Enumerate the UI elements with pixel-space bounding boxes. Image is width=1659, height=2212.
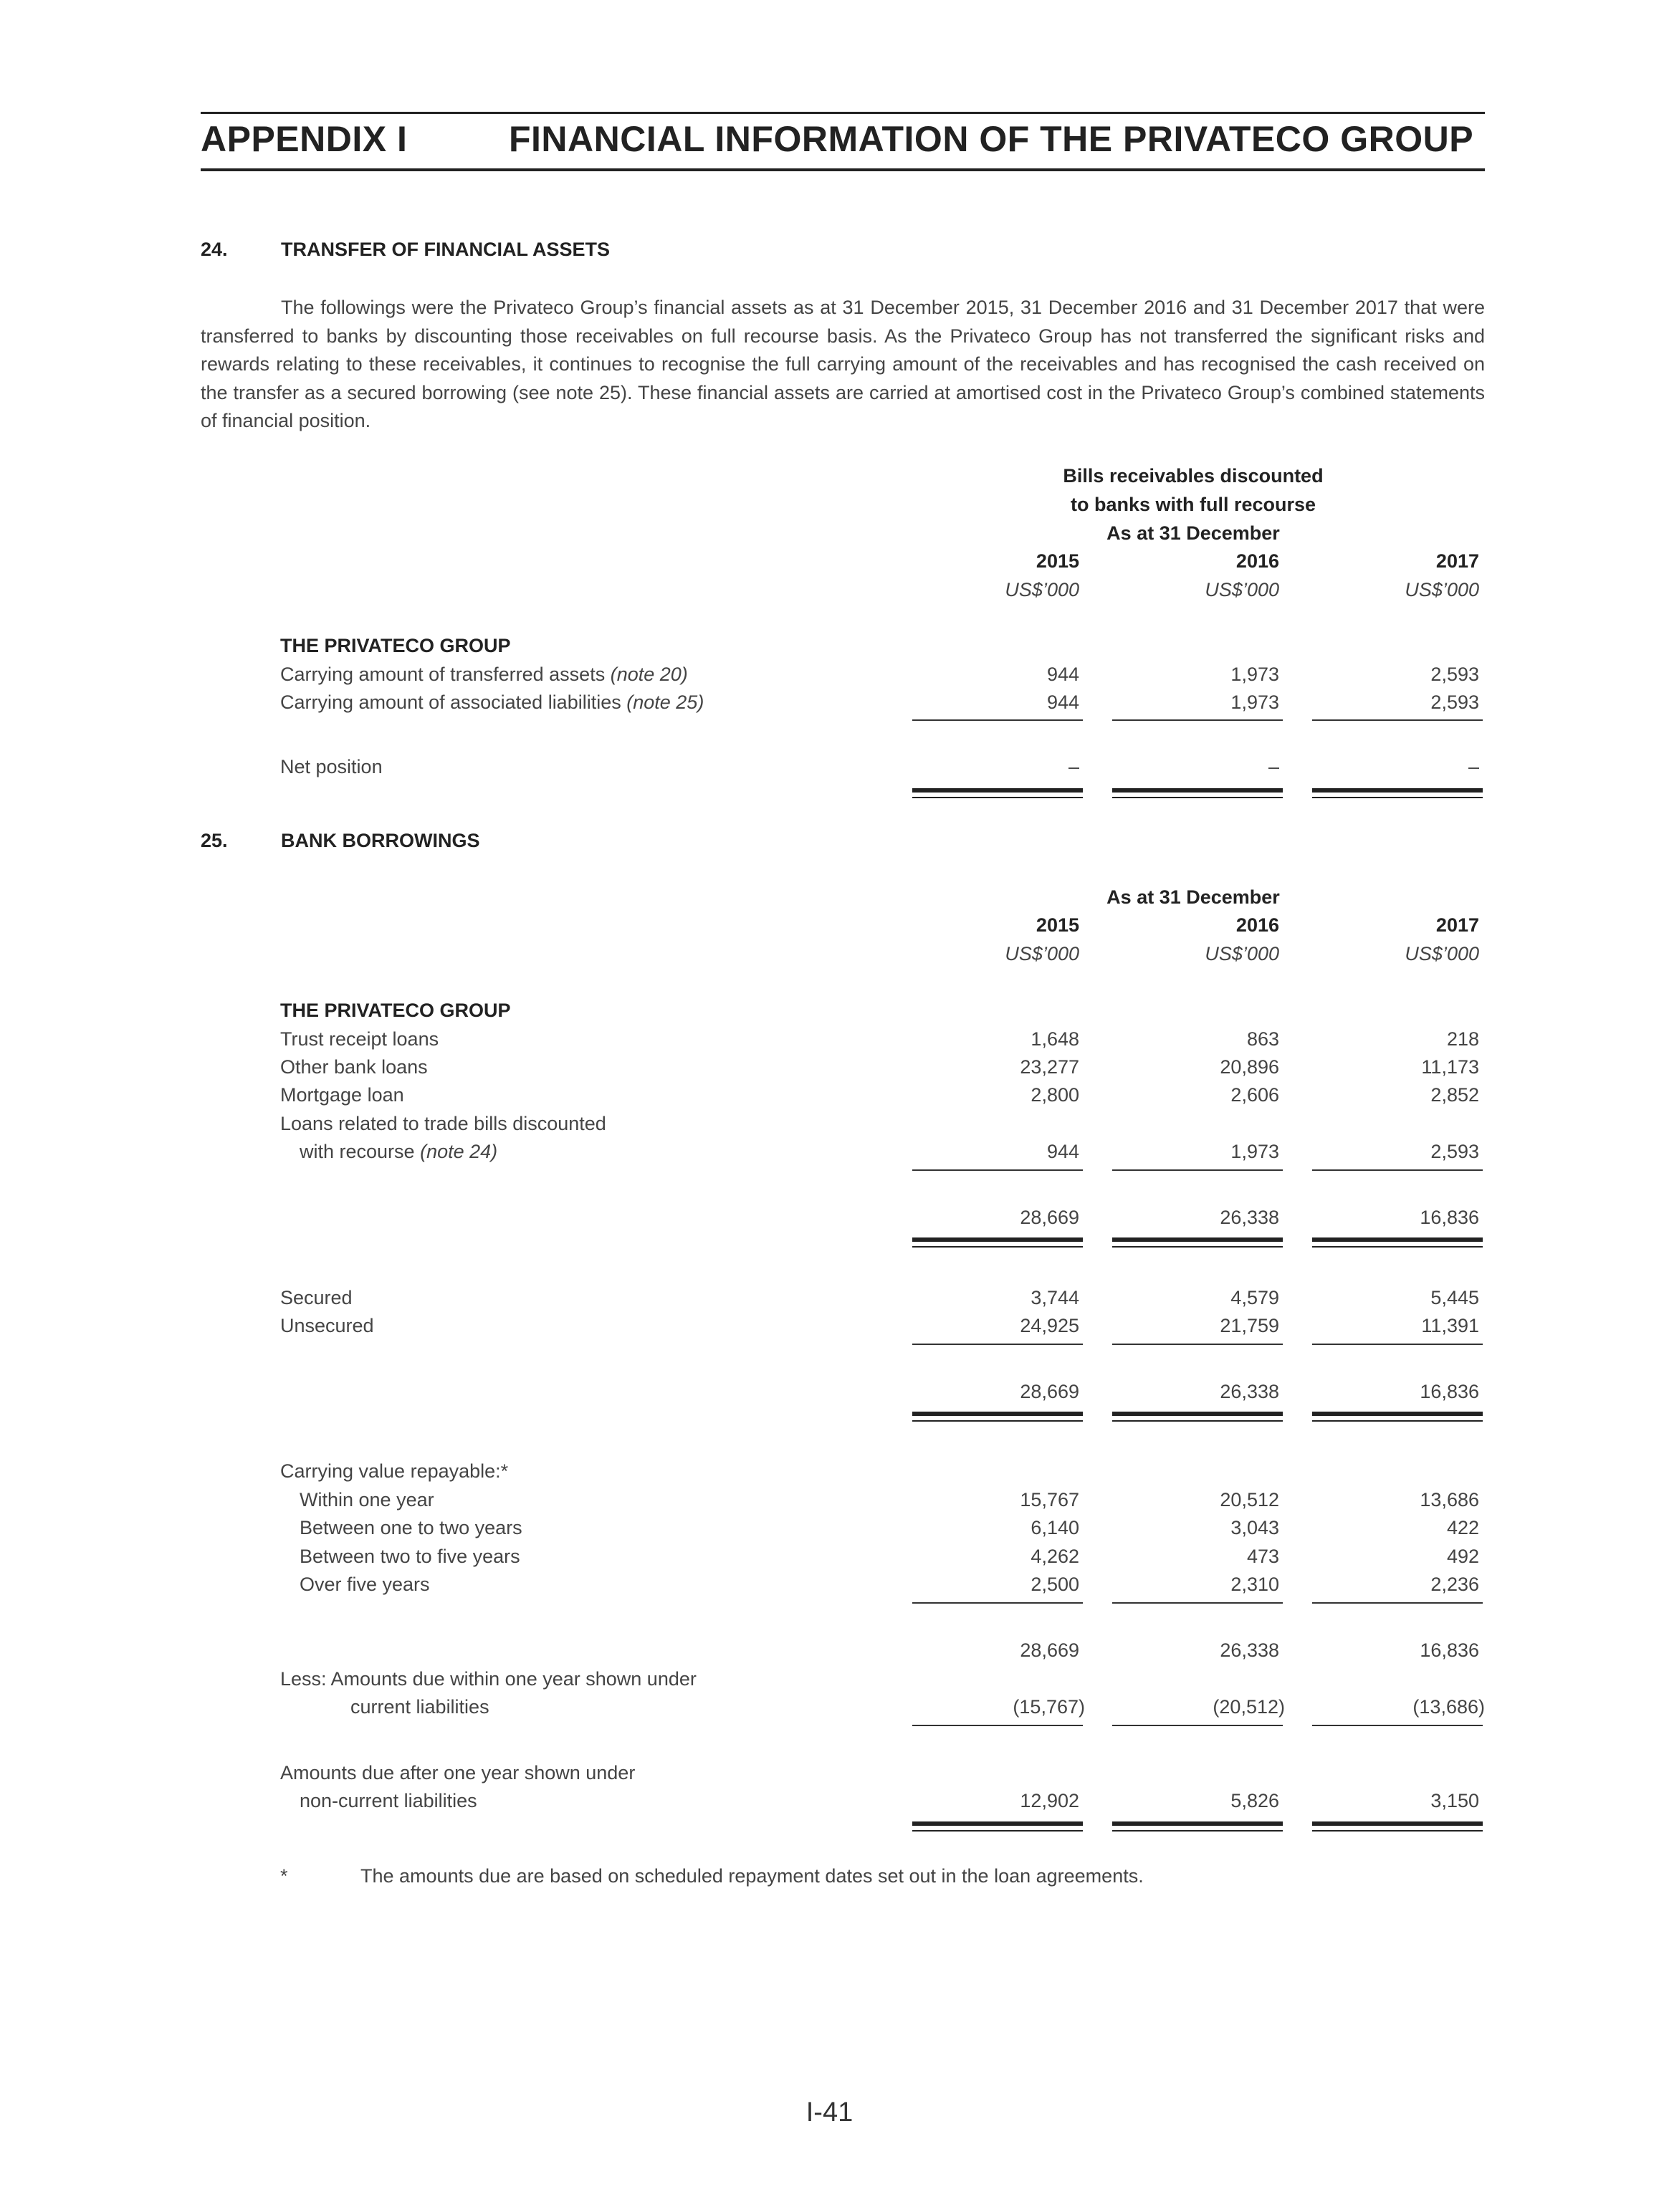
table-25-cell: 20,896 <box>1220 1056 1279 1078</box>
table-24-unit: US$’000 <box>1005 579 1079 600</box>
table-25-cell: 863 <box>1246 1028 1279 1050</box>
note-24-paragraph: The followings were the Privateco Group’s financial assets as at 31 December 2015, 31 December 2016 and 31 December 2017 that were transferred to banks by discounting those receivables on full recourse basis. As the Privateco Group has not transferred the significant risks and rewards relating to these receivables, it continues to recognise the full carrying amount of the receivables and has recognised the cash received on the transfer as a secured borrowing (see note 25). These financial assets are carried at amortised cost in the Privateco Group’s combined statements of financial position. <box>201 297 1485 432</box>
header-top-rule <box>201 112 1485 114</box>
table-25-cell: 2,593 <box>1430 1141 1479 1162</box>
table-25-cell: 2,800 <box>1031 1084 1079 1106</box>
total-double-rule <box>1112 788 1283 800</box>
table-25-total: 28,669 <box>1020 1381 1079 1402</box>
table-25-unit: US$’000 <box>1405 943 1479 964</box>
table-24-cell: – <box>1468 756 1479 777</box>
table-25-heading: As at 31 December <box>1106 886 1280 908</box>
table-25-cell: 1,973 <box>1230 1141 1279 1162</box>
table-25-cell: (13,686) <box>1412 1696 1485 1718</box>
subtotal-rule <box>1112 1169 1283 1171</box>
total-double-rule <box>1112 1412 1283 1423</box>
table-25-total: 28,669 <box>1020 1207 1079 1228</box>
table-25-row-label: Within one year <box>300 1489 434 1510</box>
total-double-rule <box>1312 1412 1483 1423</box>
table-25-row-label: Over five years <box>300 1574 430 1595</box>
table-24-year-2017: 2017 <box>1435 550 1479 572</box>
table-24-unit: US$’000 <box>1405 579 1479 600</box>
table-25-row-label: Loans related to trade bills discounted <box>280 1113 606 1134</box>
subtotal-rule <box>1312 719 1483 721</box>
table-25-cell: 11,391 <box>1421 1315 1479 1336</box>
table-24-heading-1: Bills receivables discounted <box>1063 465 1324 487</box>
table-24-unit: US$’000 <box>1205 579 1279 600</box>
header-bottom-rule <box>201 168 1485 171</box>
note-25-number: 25. <box>201 830 228 851</box>
subtotal-rule <box>1312 1602 1483 1604</box>
table-25-total: 26,338 <box>1220 1639 1279 1661</box>
table-24-cell: – <box>1068 756 1079 777</box>
table-25-cell: 20,512 <box>1220 1489 1279 1510</box>
table-25-year-2015: 2015 <box>1036 914 1079 936</box>
total-double-rule <box>912 788 1083 800</box>
table-25-cell: 944 <box>1046 1141 1079 1162</box>
table-25-group-label: THE PRIVATECO GROUP <box>280 1000 511 1021</box>
table-25-unit: US$’000 <box>1205 943 1279 964</box>
table-25-cell: 3,043 <box>1230 1517 1279 1538</box>
table-24-heading-2: to banks with full recourse <box>1070 494 1316 515</box>
table-24-year-2015: 2015 <box>1036 550 1079 572</box>
table-25-cell: 24,925 <box>1020 1315 1079 1336</box>
table-25-row-label: Between one to two years <box>300 1517 522 1538</box>
table-25-total: 16,836 <box>1420 1381 1479 1402</box>
table-25-cell: 3,744 <box>1031 1287 1079 1308</box>
table-25-year-2017: 2017 <box>1435 914 1479 936</box>
table-25-row-label: current liabilities <box>350 1696 489 1718</box>
table-25-cell: 1,648 <box>1031 1028 1079 1050</box>
total-double-rule <box>912 1412 1083 1423</box>
total-double-rule <box>1112 1821 1283 1833</box>
table-25-cell: 2,606 <box>1230 1084 1279 1106</box>
subtotal-rule <box>912 719 1083 721</box>
table-25-total: 28,669 <box>1020 1639 1079 1661</box>
table-25-cell: 15,767 <box>1020 1489 1079 1510</box>
note-24-number: 24. <box>201 239 228 260</box>
table-25-row-label: Mortgage loan <box>280 1084 404 1106</box>
subtotal-rule <box>912 1344 1083 1345</box>
table-25-cell: (20,512) <box>1213 1696 1285 1718</box>
table-25-cell: 5,445 <box>1430 1287 1479 1308</box>
table-25-cell: 5,826 <box>1230 1790 1279 1811</box>
total-double-rule <box>1312 788 1483 800</box>
table-25-row-label: Unsecured <box>280 1315 374 1336</box>
table-25-total: 16,836 <box>1420 1639 1479 1661</box>
subtotal-rule <box>1112 719 1283 721</box>
table-25-cell: 11,173 <box>1421 1056 1479 1078</box>
table-25-cell: 2,236 <box>1430 1574 1479 1595</box>
table-25-cell: 21,759 <box>1220 1315 1279 1336</box>
table-25-total: 26,338 <box>1220 1381 1279 1402</box>
subtotal-rule <box>1112 1602 1283 1604</box>
table-25-row-label: Trust receipt loans <box>280 1028 439 1050</box>
table-25-row-label: Less: Amounts due within one year shown under <box>280 1668 697 1690</box>
appendix-label: APPENDIX I <box>201 119 408 159</box>
total-double-rule <box>1312 1237 1483 1249</box>
table-25-cell: 13,686 <box>1420 1489 1479 1510</box>
total-double-rule <box>1312 1821 1483 1833</box>
table-25-row-label: Other bank loans <box>280 1056 428 1078</box>
table-25-cell: 492 <box>1446 1546 1479 1567</box>
page-title: FINANCIAL INFORMATION OF THE PRIVATECO GROUP <box>509 119 1474 159</box>
table-24-row-label: Carrying amount of associated liabilities (note 25) <box>280 691 704 713</box>
table-24-row-label: Carrying amount of transferred assets (note 20) <box>280 664 688 685</box>
subtotal-rule <box>1112 1344 1283 1345</box>
table-25-cell: 2,500 <box>1031 1574 1079 1595</box>
total-double-rule <box>1112 1237 1283 1249</box>
note-25-title: BANK BORROWINGS <box>281 830 480 851</box>
subtotal-rule <box>912 1602 1083 1604</box>
table-24-cell: 944 <box>1046 664 1079 685</box>
table-25-cell: 473 <box>1246 1546 1279 1567</box>
table-25-cell: 218 <box>1446 1028 1479 1050</box>
subtotal-rule <box>912 1169 1083 1171</box>
total-double-rule <box>912 1821 1083 1833</box>
table-24-year-2016: 2016 <box>1235 550 1279 572</box>
table-25-row-label: Secured <box>280 1287 353 1308</box>
table-24-cell: 1,973 <box>1230 664 1279 685</box>
table-25-total: 26,338 <box>1220 1207 1279 1228</box>
table-25-cell: 6,140 <box>1031 1517 1079 1538</box>
table-25-row-label: non-current liabilities <box>300 1790 477 1811</box>
table-25-cell: 2,310 <box>1230 1574 1279 1595</box>
net-position-label: Net position <box>280 756 383 777</box>
footnote-text: The amounts due are based on scheduled repayment dates set out in the loan agreements. <box>360 1865 1144 1887</box>
table-25-total: 16,836 <box>1420 1207 1479 1228</box>
repayable-heading: Carrying value repayable:* <box>280 1460 509 1482</box>
subtotal-rule <box>1312 1725 1483 1726</box>
subtotal-rule <box>1312 1169 1483 1171</box>
table-25-unit: US$’000 <box>1005 943 1079 964</box>
table-24-cell: 944 <box>1046 691 1079 713</box>
subtotal-rule <box>1112 1725 1283 1726</box>
table-25-cell: 4,579 <box>1230 1287 1279 1308</box>
table-25-row-label: with recourse (note 24) <box>300 1141 498 1162</box>
table-24-cell: 2,593 <box>1430 691 1479 713</box>
page-number: I-41 <box>805 2097 854 2127</box>
table-24-cell: – <box>1268 756 1279 777</box>
table-24-group-label: THE PRIVATECO GROUP <box>280 635 511 656</box>
table-25-cell: 4,262 <box>1031 1546 1079 1567</box>
table-25-cell: 12,902 <box>1020 1790 1079 1811</box>
table-25-cell: 23,277 <box>1020 1056 1079 1078</box>
subtotal-rule <box>912 1725 1083 1726</box>
table-24-cell: 2,593 <box>1430 664 1479 685</box>
table-25-row-label: Amounts due after one year shown under <box>280 1762 636 1784</box>
note-24-title: TRANSFER OF FINANCIAL ASSETS <box>281 239 611 260</box>
table-24-heading-3: As at 31 December <box>1106 522 1280 544</box>
table-25-cell: 2,852 <box>1430 1084 1479 1106</box>
table-25-cell: (15,767) <box>1013 1696 1085 1718</box>
table-25-row-label: Between two to five years <box>300 1546 520 1567</box>
subtotal-rule <box>1312 1344 1483 1345</box>
table-25-year-2016: 2016 <box>1235 914 1279 936</box>
table-25-cell: 422 <box>1446 1517 1479 1538</box>
footnote-mark: * <box>280 1865 288 1887</box>
total-double-rule <box>912 1237 1083 1249</box>
table-24-cell: 1,973 <box>1230 691 1279 713</box>
table-25-cell: 3,150 <box>1430 1790 1479 1811</box>
